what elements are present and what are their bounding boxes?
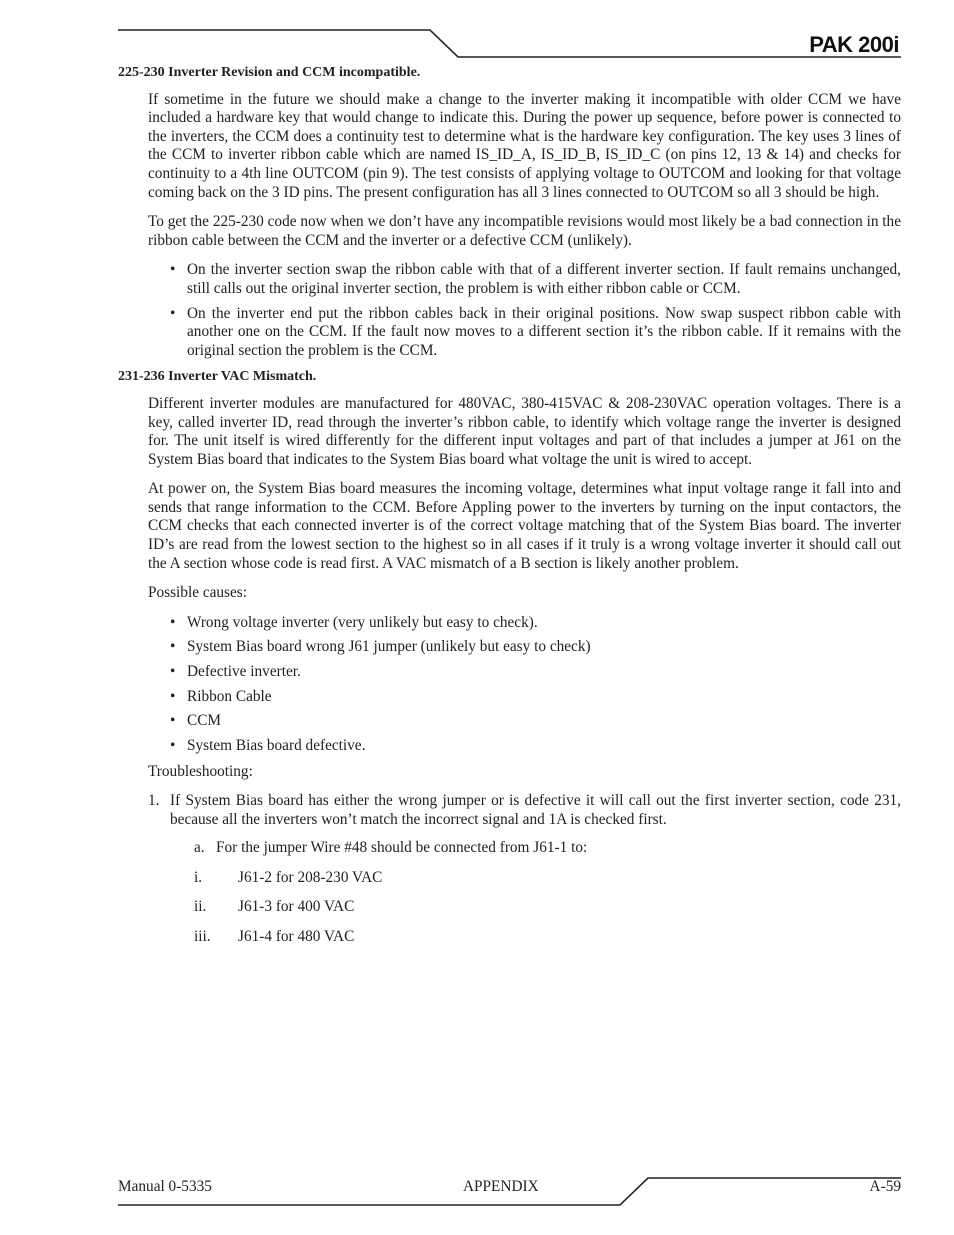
step-number: i. bbox=[194, 868, 203, 886]
step-text: If System Bias board has either the wrong jumper or is defective it will call out the first inverter section, code 231, because all the inverters won’t match the incorrect signal and 1A is checked first. bbox=[170, 792, 901, 828]
section-heading-231-236: 231-236 Inverter VAC Mismatch. bbox=[118, 369, 317, 385]
paragraph: If sometime in the future we should make a change to the inverter making it incompatible with older CCM we have included a hardware key that would change to indicate this. During the power up sequence, before power is connected to the inverters, the CCM does a continuity test to determine what is the hardware key configuration. The key uses 3 lines of the CCM to inverter ribbon cable which are named IS_ID_A, IS_ID_B, IS_ID_C (on pins 12, 13 & 14) and checks for continuity to a 4th line OUTCOM (pin 9). The test consists of applying voltage to OUTCOM and looking for that voltage coming back on the 3 ID pins. The present configuration has all 3 lines connected to OUTCOM so all 3 should be high. bbox=[148, 90, 901, 201]
step-1a-ii bbox=[194, 898, 901, 917]
paragraph: At power on, the System Bias board measures the incoming voltage, determines what input voltage range it fall into and sends that range information to the CCM. Before Appling power to the inverters by turning on the input contactors, the CCM checks that each connected inverter is of the correct voltage matching that of the System Bias board. The inverter ID’s are read from the lowest section to the highest so in all cases if it truly is a wrong voltage inverter it should call out the A section whose code is read first. A VAC mismatch of a B section is likely another problem. bbox=[148, 480, 901, 572]
step-number: a. bbox=[194, 839, 205, 857]
step-1a bbox=[194, 839, 901, 858]
step-1a-i bbox=[194, 868, 901, 888]
page-footer bbox=[118, 1178, 901, 1200]
list-item: • System Bias board wrong J61 jumper (unlikely but easy to check) bbox=[170, 638, 901, 657]
list-item: • Ribbon Cable bbox=[170, 688, 901, 707]
list-item: • CCM bbox=[170, 712, 901, 731]
step-1 bbox=[148, 792, 901, 829]
list-item: • On the inverter section swap the ribbon cable with that of a different inverter section. If fault remains unchanged, still calls out the original inverter section, the problem is with either ribbon cable or CCM. bbox=[170, 261, 901, 298]
section-name: APPENDIX bbox=[463, 1178, 539, 1195]
bullet-list bbox=[170, 261, 901, 360]
step-number: iii. bbox=[194, 927, 211, 945]
list-item: • On the inverter end put the ribbon cables back in their original positions. Now swap suspect ribbon cable with another one on the CCM. If the fault now moves to a different section it’s the ribbon cable. If it remains with the original section the problem is the CCM. bbox=[170, 305, 901, 361]
step-number: ii. bbox=[194, 898, 207, 916]
list-item: • System Bias board defective. bbox=[170, 737, 901, 756]
step-1a-iii bbox=[194, 927, 901, 947]
paragraph: To get the 225-230 code now when we don’t have any incompatible revisions would most likely be a bad connection in the ribbon cable between the CCM and the inverter or a defective CCM (unlikely). bbox=[148, 213, 901, 249]
manual-number: Manual 0-5335 bbox=[118, 1178, 212, 1195]
step-number: 1. bbox=[148, 792, 160, 809]
step-text: J61-3 for 400 VAC bbox=[238, 898, 355, 916]
page-number: A-59 bbox=[869, 1178, 901, 1195]
list-item: • Defective inverter. bbox=[170, 663, 901, 682]
troubleshooting-label: Troubleshooting: bbox=[148, 763, 253, 781]
list-item: • Wrong voltage inverter (very unlikely but easy to check). bbox=[170, 614, 901, 633]
causes-list bbox=[170, 614, 901, 756]
step-text: J61-4 for 480 VAC bbox=[238, 927, 355, 945]
paragraph: Different inverter modules are manufactured for 480VAC, 380-415VAC & 208-230VAC operation voltages. There is a key, called inverter ID, read through the inverter’s ribbon cable, to identify which voltage range the inverter is designed for. The unit itself is wired differently for the different input voltages and part of that includes a jumper at J61 on the System Bias board that indicates to the System Bias board what voltage the unit is wired to accept. bbox=[148, 394, 901, 468]
section-heading-225-230: 225-230 Inverter Revision and CCM incompatible. bbox=[118, 65, 421, 80]
causes-label: Possible causes: bbox=[148, 584, 247, 602]
brand-title: PAK 200i bbox=[809, 32, 899, 57]
page-content bbox=[118, 64, 901, 958]
step-text: For the jumper Wire #48 should be connected from J61-1 to: bbox=[216, 839, 588, 857]
step-text: J61-2 for 208-230 VAC bbox=[238, 868, 383, 886]
